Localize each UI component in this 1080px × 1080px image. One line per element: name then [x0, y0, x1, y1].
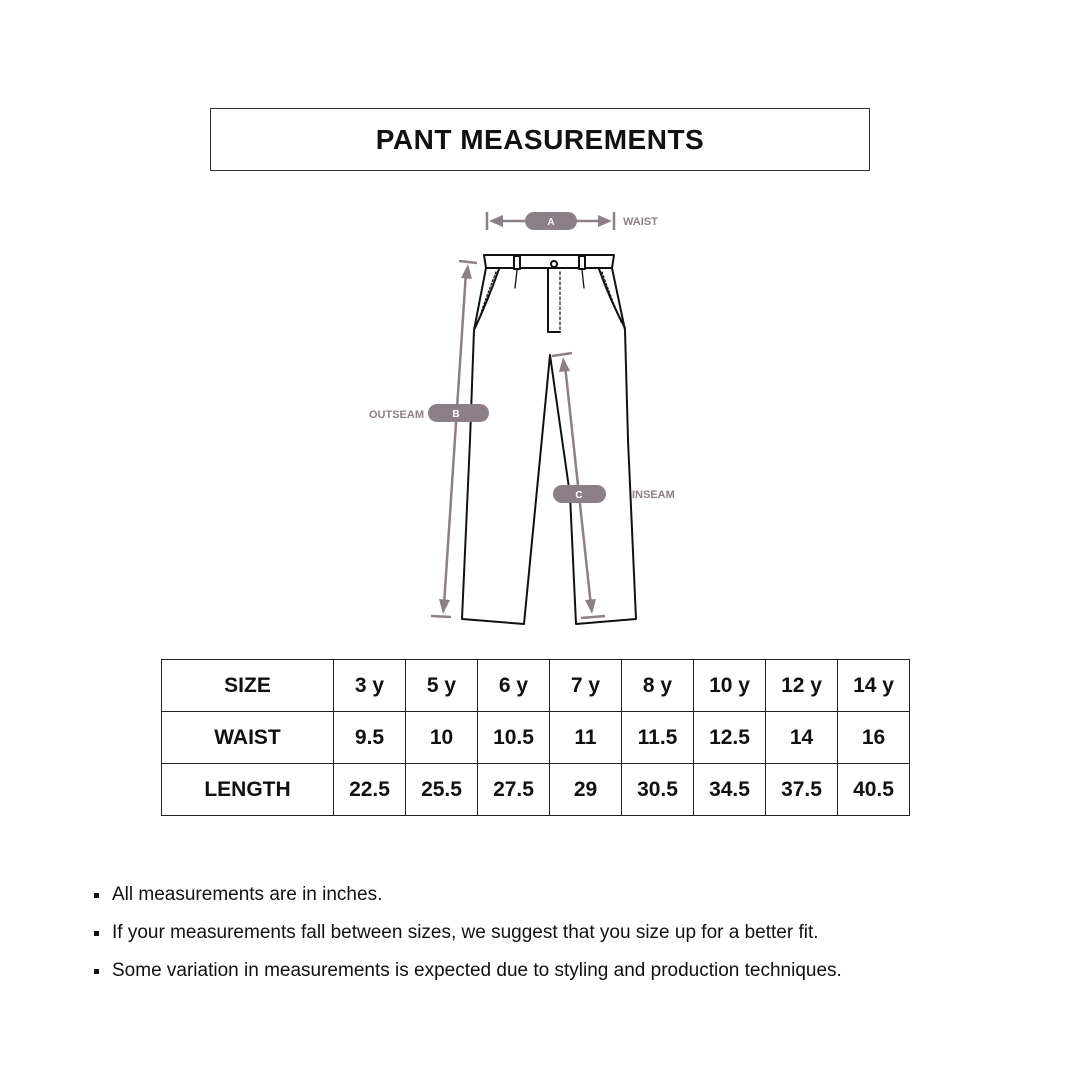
table-cell: 7 y	[550, 660, 622, 712]
bullet-icon	[94, 931, 99, 936]
table-cell: 11.5	[622, 712, 694, 764]
waist-label: WAIST	[623, 216, 658, 228]
bullet-icon	[94, 969, 99, 974]
table-cell: 22.5	[334, 764, 406, 816]
page-title: PANT MEASUREMENTS	[375, 123, 705, 155]
notes-list	[94, 876, 1054, 990]
table-cell: 16	[838, 712, 910, 764]
table-cell: 9.5	[334, 712, 406, 764]
table-cell: 6 y	[478, 660, 550, 712]
note-text: All measurements are in inches.	[112, 884, 383, 905]
waist-marker	[487, 212, 658, 230]
table-cell: 29	[550, 764, 622, 816]
table-cell: 12.5	[694, 712, 766, 764]
table-cell: 10.5	[478, 712, 550, 764]
row-header: WAIST	[162, 712, 334, 764]
inseam-label: INSEAM	[632, 489, 675, 501]
pant-outline	[462, 255, 636, 624]
table-cell: 14 y	[838, 660, 910, 712]
table-cell: 34.5	[694, 764, 766, 816]
table-row-length	[162, 764, 910, 816]
table-cell: 11	[550, 712, 622, 764]
list-item	[94, 876, 1054, 914]
table-cell: 8 y	[622, 660, 694, 712]
table-cell: 10 y	[694, 660, 766, 712]
list-item	[94, 914, 1054, 952]
note-text: Some variation in measurements is expected due to styling and production techniques.	[112, 960, 842, 981]
table-cell: 3 y	[334, 660, 406, 712]
row-header: LENGTH	[162, 764, 334, 816]
table-cell: 37.5	[766, 764, 838, 816]
table-cell: 5 y	[406, 660, 478, 712]
bullet-icon	[94, 893, 99, 898]
outseam-label: OUTSEAM	[369, 409, 424, 421]
note-text: If your measurements fall between sizes, we suggest that you size up for a better fit.	[112, 922, 819, 943]
table-cell: 30.5	[622, 764, 694, 816]
list-item	[94, 952, 1054, 990]
table-cell: 10	[406, 712, 478, 764]
table-row-size	[162, 660, 910, 712]
size-chart-table	[161, 659, 910, 816]
waist-marker-letter: A	[547, 217, 555, 228]
table-cell: 25.5	[406, 764, 478, 816]
table-cell: 27.5	[478, 764, 550, 816]
table-cell: 12 y	[766, 660, 838, 712]
table-cell: 40.5	[838, 764, 910, 816]
inseam-marker	[552, 353, 675, 618]
table-cell: 14	[766, 712, 838, 764]
inseam-marker-letter: C	[575, 490, 583, 501]
outseam-marker-letter: B	[452, 409, 460, 420]
row-header: SIZE	[162, 660, 334, 712]
table-row-waist	[162, 712, 910, 764]
